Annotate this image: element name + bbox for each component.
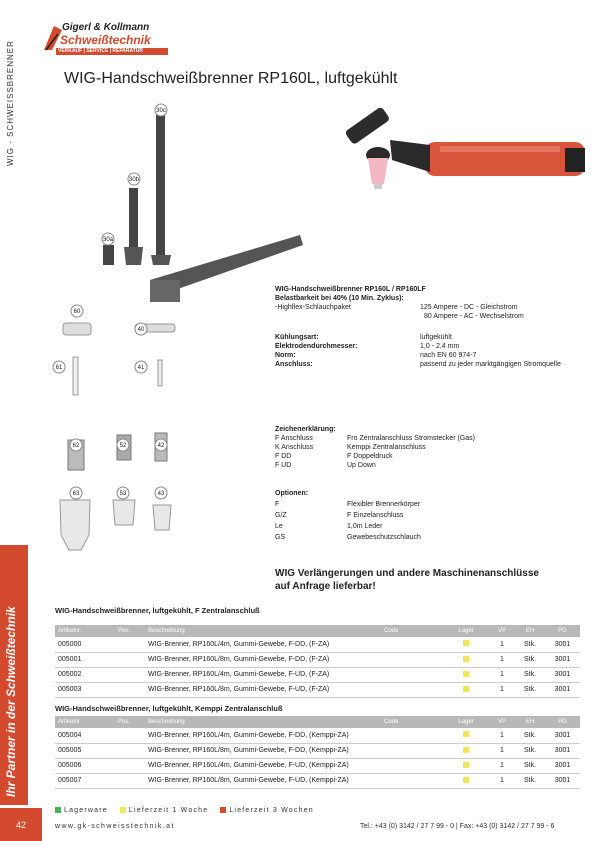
- spec-row-value: 1,0 - 2,4 mm: [420, 343, 460, 350]
- cell-pg: 3001: [545, 652, 580, 667]
- table-row: [55, 758, 580, 773]
- cell-desc: WIG-Brenner, RP160L/8m, Gummi-Gewebe, F-UD, (F-ZA): [145, 682, 381, 697]
- promo-text: [275, 567, 539, 593]
- code-desc: Kemppi Zentralanschluss: [347, 444, 426, 451]
- col-lager: Lager: [443, 716, 489, 728]
- code-key: K Anschluss: [275, 444, 314, 451]
- cell-vp: 1: [489, 682, 515, 697]
- promo-line2: auf Anfrage lieferbar!: [275, 581, 376, 592]
- cell-lager: [443, 652, 489, 667]
- col-code: Code: [381, 716, 443, 728]
- table-row: [55, 773, 580, 788]
- stock-week-icon: [463, 762, 469, 768]
- table-row: [55, 637, 580, 652]
- cell-pg: 3001: [545, 758, 580, 773]
- col-lager: Lager: [443, 625, 489, 637]
- cell-vp: 1: [489, 743, 515, 758]
- cell-pos: [115, 758, 145, 773]
- cell-code: [381, 682, 443, 697]
- cell-code: [381, 773, 443, 788]
- table-row: [55, 743, 580, 758]
- spec-load-ac: 80 Ampere - AC - Wechselstrom: [424, 313, 524, 320]
- option-key: G/Z: [275, 512, 287, 519]
- cell-lager: [443, 728, 489, 743]
- company-logo: [42, 20, 170, 56]
- part-label: 62: [72, 443, 80, 449]
- cell-art: 005000: [55, 637, 115, 652]
- part-label: 52: [119, 443, 127, 449]
- spec-load-label: Belastbarkeit bei 40% (10 Min. Zyklus):: [275, 295, 404, 302]
- code-desc: F Doppeldruck: [347, 453, 393, 460]
- spec-row-label: Kühlungsart:: [275, 334, 319, 341]
- torch-product-image: [330, 100, 585, 200]
- cell-art: 005003: [55, 682, 115, 697]
- cell-code: [381, 743, 443, 758]
- cell-pg: 3001: [545, 667, 580, 682]
- legend-3weeks: [220, 807, 314, 814]
- part-label: 42: [157, 443, 165, 449]
- footer-url: www.gk-schweisstechnik.at: [55, 823, 175, 830]
- part-label: 61: [55, 365, 63, 371]
- part-label: 43: [157, 491, 165, 497]
- col-vp: VP: [489, 625, 515, 637]
- part-label: 53: [119, 491, 127, 497]
- cell-code: [381, 637, 443, 652]
- code-key: F UD: [275, 462, 292, 469]
- cell-eh: Stk.: [515, 728, 545, 743]
- table-row: [55, 682, 580, 697]
- cell-desc: WIG-Brenner, RP160L/8m, Gummi-Gewebe, F-UD, (Kemppi-ZA): [145, 773, 381, 788]
- promo-line1: WIG Verlängerungen und andere Maschinenanschlüsse: [275, 568, 539, 579]
- product-table-kemppi: [55, 716, 580, 789]
- stock-week-icon: [463, 671, 469, 677]
- legend-week-label: Lieferzeit 1 Woche: [128, 807, 209, 814]
- stock-week-icon: [463, 640, 469, 646]
- col-artikelnr: Artikelnr.: [55, 716, 115, 728]
- legend-3weeks-label: Lieferzeit 3 Wochen: [229, 807, 314, 814]
- spec-row-value: passend zu jeder marktgängigen Stromquelle: [420, 361, 561, 368]
- cell-desc: WIG-Brenner, RP160L/4m, Gummi-Gewebe, F-UD, (F-ZA): [145, 667, 381, 682]
- slogan-text: Ihr Partner in der Schweißtechnik: [4, 606, 18, 797]
- cell-art: 005005: [55, 743, 115, 758]
- table1-title: WIG-Handschweißbrenner, luftgekühlt, F Zentralanschluß: [55, 606, 260, 615]
- cell-pg: 3001: [545, 682, 580, 697]
- cell-eh: Stk.: [515, 667, 545, 682]
- spec-heading: WIG-Handschweißbrenner RP160L / RP160LF: [275, 286, 426, 293]
- option-desc: Flexibler Brennerkörper: [347, 501, 421, 508]
- spec-row-label: Anschluss:: [275, 361, 313, 368]
- cell-eh: Stk.: [515, 637, 545, 652]
- cell-pos: [115, 682, 145, 697]
- cell-lager: [443, 743, 489, 758]
- col-pos: Pos.: [115, 625, 145, 637]
- cell-lager: [443, 682, 489, 697]
- logo-line1: Gigerl & Kollmann: [62, 22, 150, 33]
- cell-vp: 1: [489, 728, 515, 743]
- code-key: F Anschluss: [275, 435, 313, 442]
- col-pos: Pos.: [115, 716, 145, 728]
- product-table-f: [55, 625, 580, 698]
- option-desc: Gewebeschutzschlauch: [347, 534, 421, 541]
- yellow-square-icon: [120, 807, 126, 813]
- code-key: F DD: [275, 453, 292, 460]
- delivery-legend: [55, 807, 314, 814]
- stock-week-icon: [463, 731, 469, 737]
- cell-art: 005007: [55, 773, 115, 788]
- cell-art: 005002: [55, 667, 115, 682]
- cell-desc: WIG-Brenner, RP160L/4m, Gummi-Gewebe, F-UD, (Kemppi-ZA): [145, 758, 381, 773]
- cell-pos: [115, 773, 145, 788]
- part-label: 40: [137, 327, 145, 333]
- part-label: 30a: [102, 237, 114, 243]
- green-square-icon: [55, 807, 61, 813]
- cell-pg: 3001: [545, 637, 580, 652]
- col-pg: PG: [545, 625, 580, 637]
- category-label: WIG - SCHWEISSBRENNER: [6, 40, 15, 166]
- col-eh: EH: [515, 625, 545, 637]
- cell-pos: [115, 637, 145, 652]
- spec-load-dc: 125 Ampere - DC - Gleichstrom: [420, 304, 518, 311]
- spec-row-label: Elektrodendurchmesser:: [275, 343, 358, 350]
- cell-desc: WIG-Brenner, RP160L/4m, Gummi-Gewebe, F-DD, (Kemppi-ZA): [145, 728, 381, 743]
- legend-week: [120, 807, 208, 814]
- cell-art: 005001: [55, 652, 115, 667]
- cell-lager: [443, 758, 489, 773]
- cell-art: 005004: [55, 728, 115, 743]
- col-pg: PG: [545, 716, 580, 728]
- option-key: F: [275, 501, 280, 508]
- cell-vp: 1: [489, 667, 515, 682]
- stock-week-icon: [463, 747, 469, 753]
- spec-row-value: nach EN 60 974-7: [420, 352, 477, 359]
- cell-art: 005006: [55, 758, 115, 773]
- cell-pg: 3001: [545, 773, 580, 788]
- red-square-icon: [220, 807, 226, 813]
- cell-lager: [443, 637, 489, 652]
- legend-stock: [55, 807, 108, 814]
- col-beschreibung: Beschreibung: [145, 716, 381, 728]
- spec-row-value: luftgekühlt: [420, 334, 452, 341]
- option-desc: F Einzelanschluss: [347, 512, 404, 519]
- code-desc: Fro Zentralanschluss Stromstecker (Gas): [347, 435, 475, 442]
- cell-lager: [443, 667, 489, 682]
- col-code: Code: [381, 625, 443, 637]
- cell-pos: [115, 667, 145, 682]
- stock-week-icon: [463, 686, 469, 692]
- option-key: Le: [275, 523, 283, 530]
- cell-code: [381, 652, 443, 667]
- option-key: GS: [275, 534, 286, 541]
- part-label: 30b: [128, 177, 140, 183]
- code-desc: Up Down: [347, 462, 376, 469]
- cell-code: [381, 728, 443, 743]
- part-label: 30c: [156, 108, 166, 114]
- cell-pos: [115, 728, 145, 743]
- table2-title: WIG-Handschweißbrenner, luftgekühlt, Kemppi Zentralanschluß: [55, 704, 283, 713]
- col-vp: VP: [489, 716, 515, 728]
- cell-eh: Stk.: [515, 758, 545, 773]
- page-number: 42: [0, 808, 42, 841]
- cell-vp: 1: [489, 652, 515, 667]
- cell-pos: [115, 743, 145, 758]
- stock-week-icon: [463, 777, 469, 783]
- legend-stock-label: Lagerware: [64, 807, 108, 814]
- option-desc: 1,0m Leder: [347, 523, 383, 530]
- logo-line2: Schweißtechnik: [60, 33, 151, 47]
- part-label: 41: [137, 365, 145, 371]
- cell-pg: 3001: [545, 728, 580, 743]
- page-title: WIG-Handschweißbrenner RP160L, luftgekühlt: [64, 70, 398, 87]
- codes-heading: Zeichenerklärung:: [275, 426, 336, 433]
- cell-pg: 3001: [545, 743, 580, 758]
- stock-week-icon: [463, 656, 469, 662]
- cell-vp: 1: [489, 773, 515, 788]
- cell-code: [381, 667, 443, 682]
- part-label: 60: [73, 309, 81, 315]
- logo-line3: VERKAUF | SERVICE | REPARATUR: [58, 48, 144, 54]
- cell-eh: Stk.: [515, 743, 545, 758]
- cell-code: [381, 758, 443, 773]
- cell-pos: [115, 652, 145, 667]
- table-row: [55, 728, 580, 743]
- cell-eh: Stk.: [515, 652, 545, 667]
- cell-vp: 1: [489, 758, 515, 773]
- col-eh: EH: [515, 716, 545, 728]
- cell-vp: 1: [489, 637, 515, 652]
- spec-hose-label: -Highflex-Schlauchpaket: [275, 304, 351, 311]
- options-heading: Optionen:: [275, 490, 309, 497]
- spec-row-label: Norm:: [275, 352, 296, 359]
- col-artikelnr: Artikelnr.: [55, 625, 115, 637]
- cell-eh: Stk.: [515, 773, 545, 788]
- cell-desc: WIG-Brenner, RP160L/8m, Gummi-Gewebe, F-DD, (Kemppi-ZA): [145, 743, 381, 758]
- part-label: 63: [72, 491, 80, 497]
- cell-desc: WIG-Brenner, RP160L/8m, Gummi-Gewebe, F-DD, (F-ZA): [145, 652, 381, 667]
- table-row: [55, 652, 580, 667]
- col-beschreibung: Beschreibung: [145, 625, 381, 637]
- cell-desc: WIG-Brenner, RP160L/4m, Gummi-Gewebe, F-DD, (F-ZA): [145, 637, 381, 652]
- footer-contact: Tel.: +43 (0) 3142 / 27 7 99 - 0 | Fax: +43 (0) 3142 / 27 7 99 - 6: [360, 823, 555, 830]
- cell-eh: Stk.: [515, 682, 545, 697]
- table-row: [55, 667, 580, 682]
- cell-lager: [443, 773, 489, 788]
